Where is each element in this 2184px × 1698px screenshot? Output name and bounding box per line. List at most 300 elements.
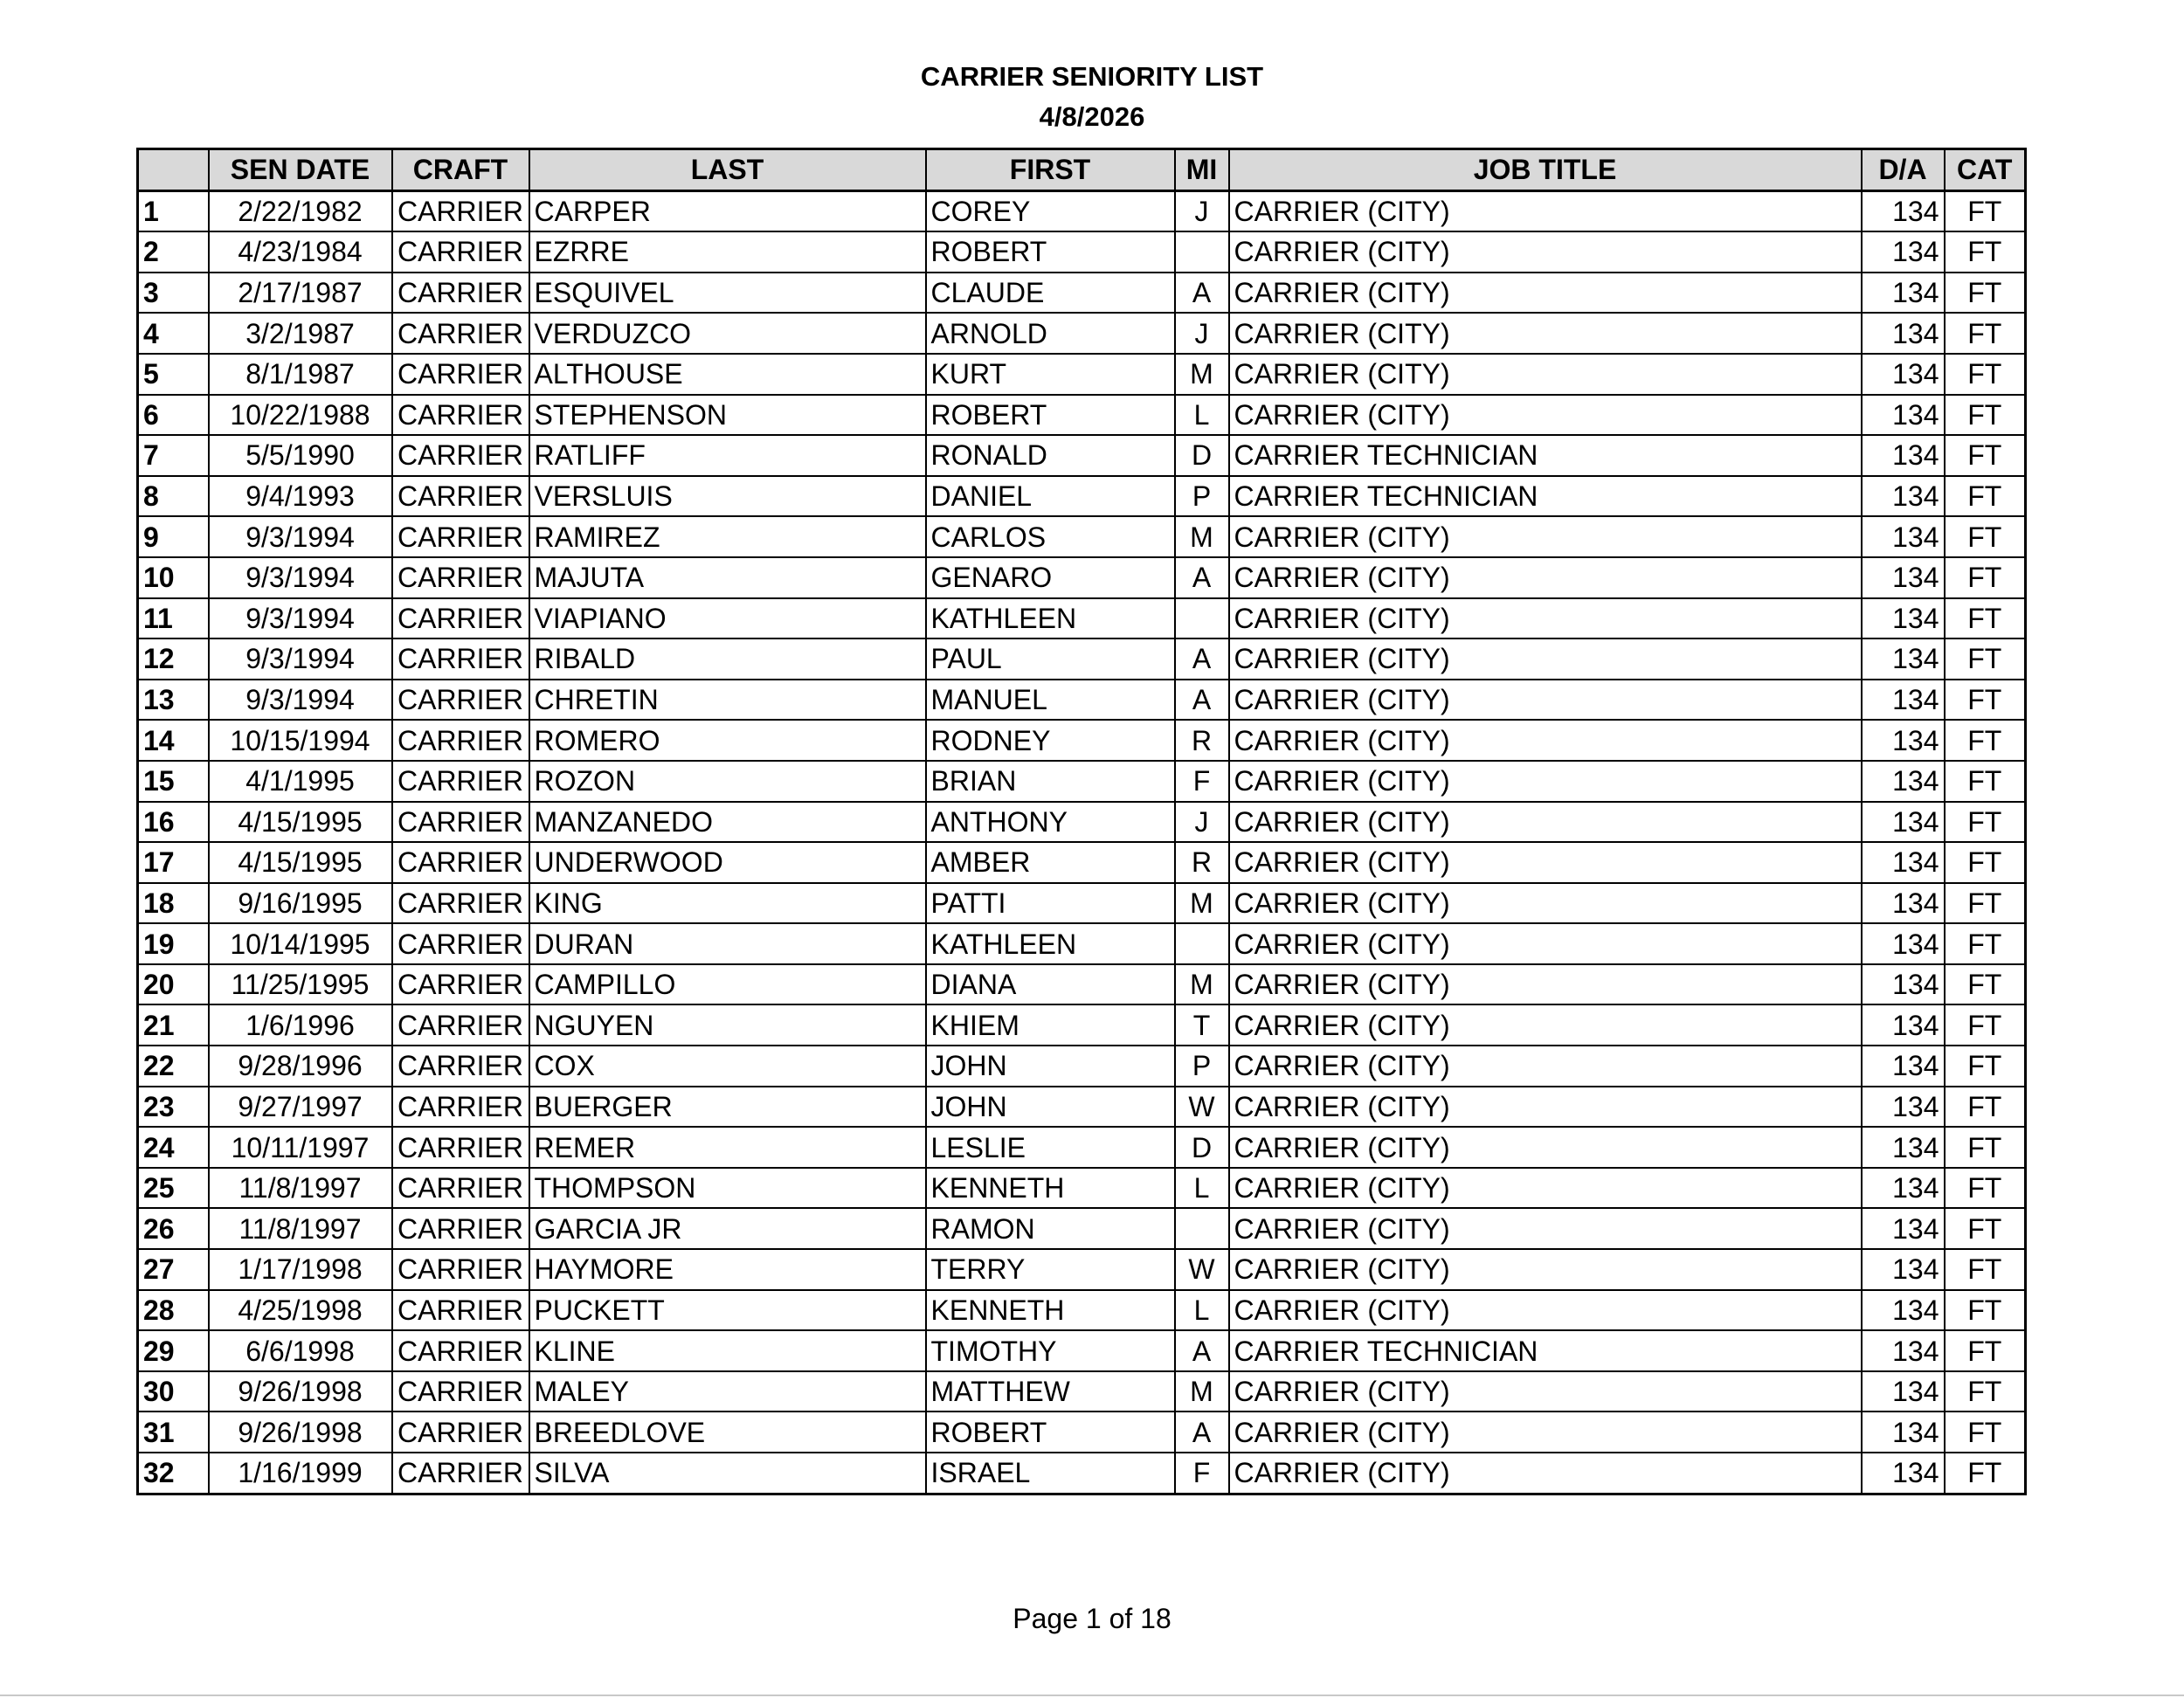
cell-number: 24 (138, 1127, 209, 1168)
cell-last: ROZON (529, 761, 926, 802)
cell-last: EZRRE (529, 231, 926, 273)
cell-da: 134 (1862, 1208, 1945, 1249)
cell-first: COREY (926, 190, 1175, 231)
cell-job-title: CARRIER (CITY) (1229, 964, 1862, 1005)
cell-mi: D (1175, 435, 1229, 476)
cell-da: 134 (1862, 354, 1945, 395)
cell-cat: FT (1945, 1453, 2026, 1494)
cell-last: VIAPIANO (529, 598, 926, 639)
table-row (138, 313, 2026, 354)
cell-last: PUCKETT (529, 1290, 926, 1331)
cell-number: 4 (138, 313, 209, 354)
cell-mi: F (1175, 1453, 1229, 1494)
table-row (138, 1087, 2026, 1128)
cell-job-title: CARRIER (CITY) (1229, 190, 1862, 231)
table-row (138, 1371, 2026, 1412)
cell-first: PATTI (926, 883, 1175, 924)
cell-da: 134 (1862, 842, 1945, 883)
cell-sen-date: 4/15/1995 (209, 842, 392, 883)
cell-job-title: CARRIER (CITY) (1229, 1412, 1862, 1453)
cell-last: THOMPSON (529, 1168, 926, 1209)
cell-first: KENNETH (926, 1290, 1175, 1331)
cell-last: HAYMORE (529, 1249, 926, 1290)
cell-number: 31 (138, 1412, 209, 1453)
table-row (138, 638, 2026, 680)
cell-craft: CARRIER (392, 1208, 529, 1249)
table-row (138, 1453, 2026, 1494)
col-header-craft: CRAFT (392, 149, 529, 191)
cell-job-title: CARRIER (CITY) (1229, 273, 1862, 314)
cell-last: MALEY (529, 1371, 926, 1412)
cell-first: KENNETH (926, 1168, 1175, 1209)
cell-first: ANTHONY (926, 802, 1175, 843)
cell-da: 134 (1862, 1371, 1945, 1412)
cell-first: DIANA (926, 964, 1175, 1005)
cell-sen-date: 9/3/1994 (209, 638, 392, 680)
cell-da: 134 (1862, 761, 1945, 802)
cell-mi: D (1175, 1127, 1229, 1168)
cell-number: 19 (138, 923, 209, 964)
col-header-mi: MI (1175, 149, 1229, 191)
cell-da: 134 (1862, 476, 1945, 517)
cell-last: REMER (529, 1127, 926, 1168)
cell-number: 16 (138, 802, 209, 843)
col-header-sen-date: SEN DATE (209, 149, 392, 191)
cell-first: KURT (926, 354, 1175, 395)
cell-first: KATHLEEN (926, 923, 1175, 964)
cell-last: RAMIREZ (529, 516, 926, 557)
cell-mi: J (1175, 313, 1229, 354)
cell-sen-date: 1/17/1998 (209, 1249, 392, 1290)
cell-cat: FT (1945, 883, 2026, 924)
cell-cat: FT (1945, 1290, 2026, 1331)
cell-job-title: CARRIER (CITY) (1229, 883, 1862, 924)
table-row (138, 598, 2026, 639)
page-title: CARRIER SENIORITY LIST (920, 61, 1264, 92)
cell-da: 134 (1862, 1290, 1945, 1331)
cell-craft: CARRIER (392, 1412, 529, 1453)
cell-sen-date: 9/26/1998 (209, 1371, 392, 1412)
cell-mi: L (1175, 1168, 1229, 1209)
cell-last: GARCIA JR (529, 1208, 926, 1249)
cell-da: 134 (1862, 231, 1945, 273)
cell-sen-date: 4/15/1995 (209, 802, 392, 843)
cell-first: ROBERT (926, 395, 1175, 436)
cell-first: DANIEL (926, 476, 1175, 517)
cell-cat: FT (1945, 638, 2026, 680)
cell-mi: M (1175, 354, 1229, 395)
cell-job-title: CARRIER (CITY) (1229, 802, 1862, 843)
cell-number: 17 (138, 842, 209, 883)
cell-mi: A (1175, 273, 1229, 314)
cell-last: VERSLUIS (529, 476, 926, 517)
cell-sen-date: 9/3/1994 (209, 557, 392, 598)
cell-sen-date: 9/26/1998 (209, 1412, 392, 1453)
cell-craft: CARRIER (392, 354, 529, 395)
cell-sen-date: 8/1/1987 (209, 354, 392, 395)
cell-craft: CARRIER (392, 516, 529, 557)
cell-job-title: CARRIER TECHNICIAN (1229, 476, 1862, 517)
cell-job-title: CARRIER (CITY) (1229, 720, 1862, 761)
cell-sen-date: 9/3/1994 (209, 598, 392, 639)
cell-craft: CARRIER (392, 1168, 529, 1209)
cell-job-title: CARRIER (CITY) (1229, 557, 1862, 598)
cell-cat: FT (1945, 1087, 2026, 1128)
cell-number: 3 (138, 273, 209, 314)
cell-last: KLINE (529, 1330, 926, 1371)
cell-job-title: CARRIER (CITY) (1229, 923, 1862, 964)
cell-cat: FT (1945, 395, 2026, 436)
cell-sen-date: 9/4/1993 (209, 476, 392, 517)
cell-job-title: CARRIER (CITY) (1229, 1004, 1862, 1046)
cell-job-title: CARRIER (CITY) (1229, 761, 1862, 802)
cell-number: 28 (138, 1290, 209, 1331)
cell-mi: P (1175, 1046, 1229, 1087)
cell-craft: CARRIER (392, 1249, 529, 1290)
cell-number: 5 (138, 354, 209, 395)
cell-craft: CARRIER (392, 1290, 529, 1331)
cell-sen-date: 10/22/1988 (209, 395, 392, 436)
col-header-job-title: JOB TITLE (1229, 149, 1862, 191)
cell-craft: CARRIER (392, 435, 529, 476)
cell-number: 18 (138, 883, 209, 924)
cell-job-title: CARRIER (CITY) (1229, 1208, 1862, 1249)
table-row (138, 1127, 2026, 1168)
cell-sen-date: 3/2/1987 (209, 313, 392, 354)
cell-craft: CARRIER (392, 883, 529, 924)
cell-mi: M (1175, 516, 1229, 557)
cell-job-title: CARRIER (CITY) (1229, 395, 1862, 436)
cell-sen-date: 6/6/1998 (209, 1330, 392, 1371)
table-row (138, 1330, 2026, 1371)
cell-job-title: CARRIER (CITY) (1229, 1453, 1862, 1494)
cell-number: 1 (138, 190, 209, 231)
cell-sen-date: 10/11/1997 (209, 1127, 392, 1168)
cell-first: JOHN (926, 1087, 1175, 1128)
cell-first: ISRAEL (926, 1453, 1175, 1494)
cell-cat: FT (1945, 313, 2026, 354)
table-header (138, 149, 2026, 191)
col-header-number (138, 149, 209, 191)
cell-number: 12 (138, 638, 209, 680)
cell-job-title: CARRIER (CITY) (1229, 1087, 1862, 1128)
cell-craft: CARRIER (392, 1087, 529, 1128)
cell-craft: CARRIER (392, 190, 529, 231)
page-number: Page 1 of 18 (1013, 1603, 1171, 1634)
table-row (138, 1168, 2026, 1209)
cell-cat: FT (1945, 923, 2026, 964)
cell-cat: FT (1945, 1412, 2026, 1453)
cell-cat: FT (1945, 1127, 2026, 1168)
cell-mi (1175, 1208, 1229, 1249)
cell-number: 32 (138, 1453, 209, 1494)
cell-cat: FT (1945, 761, 2026, 802)
cell-sen-date: 1/6/1996 (209, 1004, 392, 1046)
cell-craft: CARRIER (392, 273, 529, 314)
table-row (138, 516, 2026, 557)
cell-cat: FT (1945, 1168, 2026, 1209)
cell-cat: FT (1945, 1046, 2026, 1087)
cell-mi: J (1175, 802, 1229, 843)
cell-last: MAJUTA (529, 557, 926, 598)
cell-da: 134 (1862, 802, 1945, 843)
cell-number: 27 (138, 1249, 209, 1290)
cell-number: 8 (138, 476, 209, 517)
cell-last: CARPER (529, 190, 926, 231)
cell-mi: M (1175, 883, 1229, 924)
cell-cat: FT (1945, 680, 2026, 721)
cell-job-title: CARRIER (CITY) (1229, 1046, 1862, 1087)
cell-da: 134 (1862, 720, 1945, 761)
cell-number: 2 (138, 231, 209, 273)
cell-craft: CARRIER (392, 720, 529, 761)
cell-number: 23 (138, 1087, 209, 1128)
col-header-first: FIRST (926, 149, 1175, 191)
cell-last: STEPHENSON (529, 395, 926, 436)
cell-first: RONALD (926, 435, 1175, 476)
cell-last: RIBALD (529, 638, 926, 680)
cell-first: KATHLEEN (926, 598, 1175, 639)
cell-job-title: CARRIER (CITY) (1229, 1371, 1862, 1412)
cell-job-title: CARRIER (CITY) (1229, 1290, 1862, 1331)
table-row (138, 557, 2026, 598)
cell-mi: R (1175, 842, 1229, 883)
cell-last: CAMPILLO (529, 964, 926, 1005)
cell-cat: FT (1945, 273, 2026, 314)
cell-craft: CARRIER (392, 476, 529, 517)
cell-mi: M (1175, 1371, 1229, 1412)
cell-cat: FT (1945, 1371, 2026, 1412)
cell-last: ALTHOUSE (529, 354, 926, 395)
table-row (138, 923, 2026, 964)
table-row (138, 476, 2026, 517)
cell-da: 134 (1862, 1412, 1945, 1453)
cell-craft: CARRIER (392, 761, 529, 802)
cell-cat: FT (1945, 190, 2026, 231)
col-header-cat: CAT (1945, 149, 2026, 191)
cell-mi (1175, 231, 1229, 273)
table-row (138, 395, 2026, 436)
cell-number: 10 (138, 557, 209, 598)
cell-da: 134 (1862, 395, 1945, 436)
cell-sen-date: 9/3/1994 (209, 680, 392, 721)
cell-da: 134 (1862, 1004, 1945, 1046)
header-row (138, 149, 2026, 191)
cell-number: 11 (138, 598, 209, 639)
cell-number: 22 (138, 1046, 209, 1087)
cell-number: 13 (138, 680, 209, 721)
seniority-table (136, 148, 2027, 1495)
cell-job-title: CARRIER (CITY) (1229, 680, 1862, 721)
cell-da: 134 (1862, 1330, 1945, 1371)
cell-sen-date: 9/27/1997 (209, 1087, 392, 1128)
cell-number: 6 (138, 395, 209, 436)
cell-sen-date: 11/8/1997 (209, 1208, 392, 1249)
cell-first: CLAUDE (926, 273, 1175, 314)
cell-craft: CARRIER (392, 231, 529, 273)
table-row (138, 1290, 2026, 1331)
cell-mi: J (1175, 190, 1229, 231)
cell-mi: M (1175, 964, 1229, 1005)
cell-cat: FT (1945, 516, 2026, 557)
cell-last: NGUYEN (529, 1004, 926, 1046)
cell-job-title: CARRIER (CITY) (1229, 1168, 1862, 1209)
cell-cat: FT (1945, 354, 2026, 395)
cell-sen-date: 9/16/1995 (209, 883, 392, 924)
cell-last: BUERGER (529, 1087, 926, 1128)
cell-sen-date: 9/3/1994 (209, 516, 392, 557)
cell-first: TERRY (926, 1249, 1175, 1290)
table-row (138, 802, 2026, 843)
cell-da: 134 (1862, 1249, 1945, 1290)
table-row (138, 1046, 2026, 1087)
cell-job-title: CARRIER (CITY) (1229, 1249, 1862, 1290)
cell-craft: CARRIER (392, 802, 529, 843)
table-row (138, 964, 2026, 1005)
cell-da: 134 (1862, 964, 1945, 1005)
cell-last: VERDUZCO (529, 313, 926, 354)
table-row (138, 435, 2026, 476)
cell-first: MANUEL (926, 680, 1175, 721)
cell-mi: W (1175, 1249, 1229, 1290)
table-row (138, 761, 2026, 802)
cell-number: 26 (138, 1208, 209, 1249)
cell-first: JOHN (926, 1046, 1175, 1087)
cell-job-title: CARRIER TECHNICIAN (1229, 1330, 1862, 1371)
cell-mi (1175, 598, 1229, 639)
cell-da: 134 (1862, 1127, 1945, 1168)
cell-da: 134 (1862, 883, 1945, 924)
cell-mi: W (1175, 1087, 1229, 1128)
cell-number: 30 (138, 1371, 209, 1412)
table-row (138, 680, 2026, 721)
cell-number: 7 (138, 435, 209, 476)
cell-mi: T (1175, 1004, 1229, 1046)
cell-first: ARNOLD (926, 313, 1175, 354)
cell-mi: F (1175, 761, 1229, 802)
cell-mi: A (1175, 680, 1229, 721)
cell-craft: CARRIER (392, 680, 529, 721)
cell-cat: FT (1945, 802, 2026, 843)
cell-number: 20 (138, 964, 209, 1005)
cell-da: 134 (1862, 516, 1945, 557)
cell-da: 134 (1862, 435, 1945, 476)
cell-first: BRIAN (926, 761, 1175, 802)
table-row (138, 354, 2026, 395)
cell-sen-date: 4/1/1995 (209, 761, 392, 802)
cell-mi: A (1175, 638, 1229, 680)
cell-last: ROMERO (529, 720, 926, 761)
cell-mi: L (1175, 1290, 1229, 1331)
cell-job-title: CARRIER (CITY) (1229, 354, 1862, 395)
cell-number: 15 (138, 761, 209, 802)
table-body (138, 190, 2026, 1494)
col-header-last: LAST (529, 149, 926, 191)
table-row (138, 1208, 2026, 1249)
cell-cat: FT (1945, 1208, 2026, 1249)
cell-number: 21 (138, 1004, 209, 1046)
cell-last: RATLIFF (529, 435, 926, 476)
cell-first: MATTHEW (926, 1371, 1175, 1412)
table-row (138, 1412, 2026, 1453)
cell-number: 29 (138, 1330, 209, 1371)
table-row (138, 720, 2026, 761)
cell-job-title: CARRIER (CITY) (1229, 231, 1862, 273)
cell-cat: FT (1945, 598, 2026, 639)
cell-craft: CARRIER (392, 638, 529, 680)
cell-number: 25 (138, 1168, 209, 1209)
cell-job-title: CARRIER (CITY) (1229, 516, 1862, 557)
cell-da: 134 (1862, 313, 1945, 354)
cell-first: ROBERT (926, 231, 1175, 273)
cell-mi: R (1175, 720, 1229, 761)
cell-job-title: CARRIER TECHNICIAN (1229, 435, 1862, 476)
cell-craft: CARRIER (392, 1371, 529, 1412)
cell-first: RAMON (926, 1208, 1175, 1249)
cell-craft: CARRIER (392, 557, 529, 598)
cell-first: CARLOS (926, 516, 1175, 557)
cell-sen-date: 4/25/1998 (209, 1290, 392, 1331)
cell-cat: FT (1945, 231, 2026, 273)
cell-first: TIMOTHY (926, 1330, 1175, 1371)
cell-sen-date: 2/17/1987 (209, 273, 392, 314)
table-row (138, 1249, 2026, 1290)
cell-craft: CARRIER (392, 1453, 529, 1494)
table-row (138, 842, 2026, 883)
cell-last: MANZANEDO (529, 802, 926, 843)
cell-da: 134 (1862, 598, 1945, 639)
cell-number: 14 (138, 720, 209, 761)
cell-cat: FT (1945, 1249, 2026, 1290)
cell-sen-date: 10/15/1994 (209, 720, 392, 761)
cell-cat: FT (1945, 1330, 2026, 1371)
cell-cat: FT (1945, 435, 2026, 476)
cell-da: 134 (1862, 1046, 1945, 1087)
table-row (138, 231, 2026, 273)
cell-last: CHRETIN (529, 680, 926, 721)
table-row (138, 190, 2026, 231)
cell-mi (1175, 923, 1229, 964)
cell-da: 134 (1862, 557, 1945, 598)
cell-craft: CARRIER (392, 964, 529, 1005)
col-header-da: D/A (1862, 149, 1945, 191)
cell-craft: CARRIER (392, 1330, 529, 1371)
cell-craft: CARRIER (392, 842, 529, 883)
cell-last: SILVA (529, 1453, 926, 1494)
cell-job-title: CARRIER (CITY) (1229, 313, 1862, 354)
cell-da: 134 (1862, 680, 1945, 721)
cell-craft: CARRIER (392, 1127, 529, 1168)
cell-last: BREEDLOVE (529, 1412, 926, 1453)
cell-job-title: CARRIER (CITY) (1229, 598, 1862, 639)
cell-sen-date: 4/23/1984 (209, 231, 392, 273)
cell-sen-date: 11/8/1997 (209, 1168, 392, 1209)
cell-first: AMBER (926, 842, 1175, 883)
list-date: 4/8/2026 (1039, 101, 1145, 132)
cell-craft: CARRIER (392, 395, 529, 436)
cell-mi: A (1175, 1330, 1229, 1371)
cell-last: UNDERWOOD (529, 842, 926, 883)
table-row (138, 273, 2026, 314)
cell-craft: CARRIER (392, 923, 529, 964)
cell-last: ESQUIVEL (529, 273, 926, 314)
cell-job-title: CARRIER (CITY) (1229, 1127, 1862, 1168)
cell-first: LESLIE (926, 1127, 1175, 1168)
cell-last: DURAN (529, 923, 926, 964)
cell-cat: FT (1945, 964, 2026, 1005)
cell-mi: P (1175, 476, 1229, 517)
table-row (138, 1004, 2026, 1046)
